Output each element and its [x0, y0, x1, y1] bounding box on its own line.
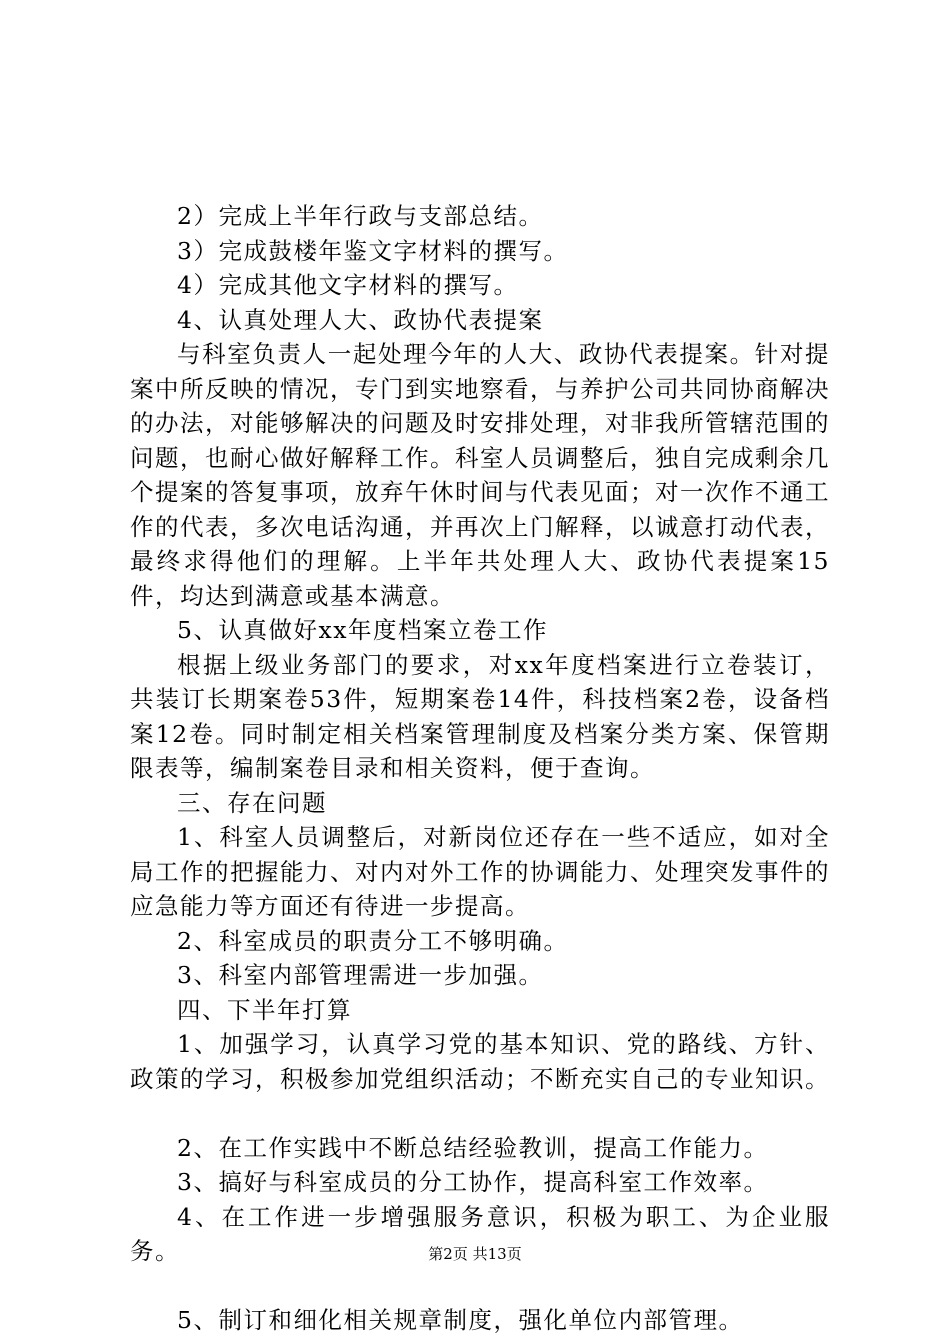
- page-footer: 第2页 共13页: [428, 1245, 522, 1263]
- paragraph: 与科室负责人一起处理今年的人大、政协代表提案。针对提案中所反映的情况，专门到实地察看，与养护公司共同协商解决的办法，对能够解决的问题及时安排处理，对非我所管辖范围的问题，也耐心做好解释工作。科室人员调整后，独自完成剩余几个提案的答复事项，放弃午休时间与代表见面；对一次作不通工作的代表，多次电话沟通，并再次上门解释，以诚意打动代表，最终求得他们的理解。上半年共处理人大、政协代表提案15件，均达到满意或基本满意。: [130, 340, 830, 610]
- paragraph: 根据上级业务部门的要求，对xx年度档案进行立卷装订，共装订长期案卷53件，短期案卷14件，科技档案2卷，设备档案12卷。同时制定相关档案管理制度及档案分类方案、保管期限表等，编制案卷目录和相关资料，便于查询。: [130, 650, 830, 782]
- paragraph: 5、制订和细化相关规章制度，强化单位内部管理。: [177, 1306, 744, 1334]
- paragraph: 4、在工作进一步增强服务意识，积极为职工、为企业服务。: [130, 1202, 830, 1265]
- paragraph: 2、科室成员的职责分工不够明确。: [177, 926, 569, 955]
- paragraph: 1、加强学习，认真学习党的基本知识、党的路线、方针、政策的学习，积极参加党组织活动；不断充实自己的专业知识。: [130, 1030, 830, 1093]
- section-heading: 5、认真做好xx年度档案立卷工作: [177, 616, 548, 644]
- paragraph: 3、科室内部管理需进一步加强。: [177, 961, 544, 989]
- section-heading: 四、下半年打算: [177, 995, 352, 1024]
- paragraph: 3）完成鼓楼年鉴文字材料的撰写。: [177, 236, 569, 265]
- paragraph: 2、在工作实践中不断总结经验教训，提高工作能力。: [177, 1133, 769, 1162]
- paragraph: 3、搞好与科室成员的分工协作，提高科室工作效率。: [177, 1168, 769, 1196]
- paragraph: 1、科室人员调整后，对新岗位还存在一些不适应，如对全局工作的把握能力、对内对外工作的协调能力、处理突发事件的应急能力等方面还有待进一步提高。: [130, 823, 830, 920]
- paragraph: 4）完成其他文字材料的撰写。: [177, 271, 519, 299]
- blank-line: [130, 1096, 830, 1131]
- section-heading: 4、认真处理人大、政协代表提案: [177, 305, 544, 334]
- section-heading: 三、存在问题: [177, 788, 327, 817]
- paragraph: 2）完成上半年行政与支部总结。: [177, 202, 544, 230]
- document-body: [130, 199, 830, 1338]
- blank-line: [130, 1269, 830, 1304]
